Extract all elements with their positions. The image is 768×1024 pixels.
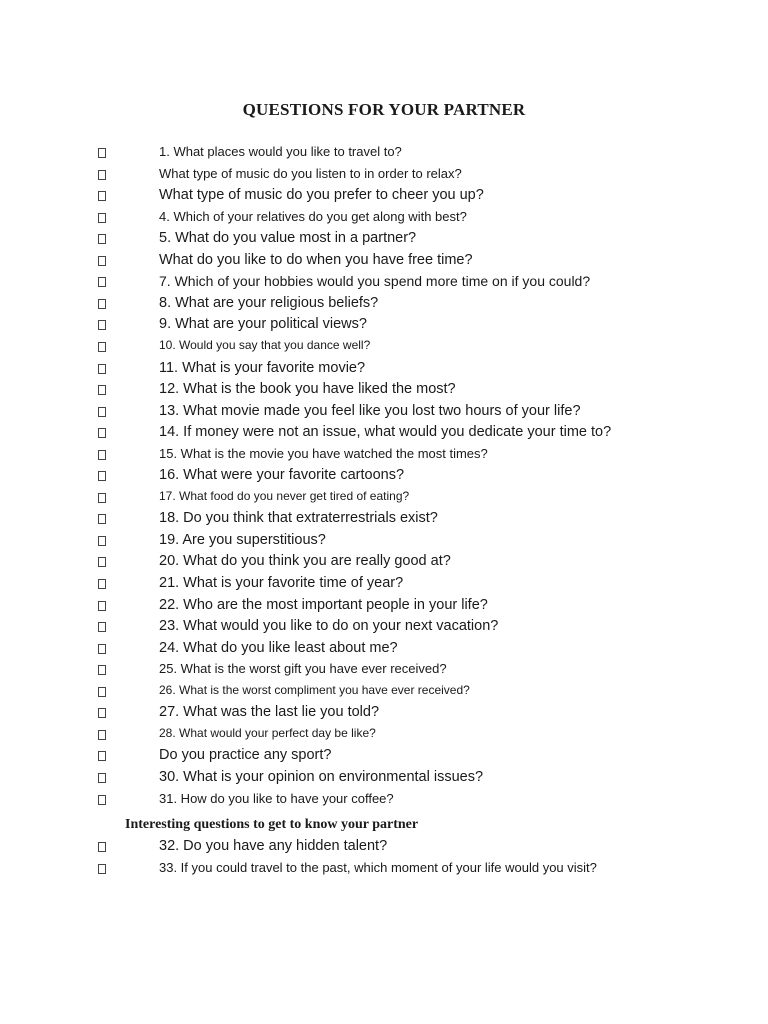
question-text: 5. What do you value most in a partner? bbox=[159, 230, 417, 247]
list-item bbox=[0, 207, 768, 227]
list-item bbox=[0, 336, 768, 356]
list-item bbox=[0, 836, 768, 856]
list-item bbox=[0, 314, 768, 334]
list-item bbox=[0, 142, 768, 162]
list-item bbox=[0, 250, 768, 270]
list-item bbox=[0, 616, 768, 636]
checkbox-icon[interactable] bbox=[98, 601, 106, 611]
checkbox-icon[interactable] bbox=[98, 557, 106, 567]
question-text: 19. Are you superstitious? bbox=[159, 531, 326, 548]
checkbox-icon[interactable] bbox=[98, 751, 106, 761]
checkbox-icon[interactable] bbox=[98, 148, 106, 158]
list-item bbox=[0, 164, 768, 184]
question-text: What type of music do you listen to in order to relax? bbox=[159, 165, 462, 181]
checkbox-icon[interactable] bbox=[98, 536, 106, 546]
checkbox-icon[interactable] bbox=[98, 514, 106, 524]
checkbox-icon[interactable] bbox=[98, 665, 106, 675]
checkbox-icon[interactable] bbox=[98, 407, 106, 417]
checkbox-icon[interactable] bbox=[98, 687, 106, 697]
checkbox-icon[interactable] bbox=[98, 234, 106, 244]
question-text: 28. What would your perfect day be like? bbox=[159, 725, 376, 740]
question-text: 14. If money were not an issue, what would you dedicate your time to? bbox=[159, 424, 612, 441]
list-item bbox=[0, 508, 768, 528]
question-text: 32. Do you have any hidden talent? bbox=[159, 838, 388, 854]
checkbox-icon[interactable] bbox=[98, 644, 106, 654]
question-text: What do you like to do when you have free time? bbox=[159, 251, 473, 268]
question-text: 1. What places would you like to travel to? bbox=[159, 144, 402, 159]
list-item bbox=[0, 530, 768, 550]
question-text: 17. What food do you never get tired of eating? bbox=[159, 488, 410, 503]
list-item bbox=[0, 659, 768, 679]
checkbox-icon[interactable] bbox=[98, 385, 106, 395]
list-item bbox=[0, 745, 768, 765]
question-text: Do you practice any sport? bbox=[159, 747, 332, 764]
section-subheading: Interesting questions to get to know your partner bbox=[125, 817, 419, 832]
checkbox-icon[interactable] bbox=[98, 579, 106, 589]
question-text: 20. What do you think you are really good at? bbox=[159, 553, 451, 570]
checkbox-icon[interactable] bbox=[98, 299, 106, 309]
checkbox-icon[interactable] bbox=[98, 342, 106, 352]
question-text: 24. What do you like least about me? bbox=[159, 639, 398, 656]
list-item bbox=[0, 487, 768, 507]
checkbox-icon[interactable] bbox=[98, 170, 106, 180]
list-item bbox=[0, 379, 768, 399]
page-title: QUESTIONS FOR YOUR PARTNER bbox=[242, 100, 526, 119]
question-text: 15. What is the movie you have watched the most times? bbox=[159, 445, 488, 461]
list-item bbox=[0, 573, 768, 593]
checkbox-icon[interactable] bbox=[98, 191, 106, 201]
checkbox-icon[interactable] bbox=[98, 493, 106, 503]
question-text: 16. What were your favorite cartoons? bbox=[159, 467, 405, 484]
list-item bbox=[0, 767, 768, 787]
question-text: 23. What would you like to do on your next vacation? bbox=[159, 618, 499, 635]
checkbox-icon[interactable] bbox=[98, 622, 106, 632]
checkbox-icon[interactable] bbox=[98, 277, 106, 287]
checkbox-icon[interactable] bbox=[98, 450, 106, 460]
list-item bbox=[0, 293, 768, 313]
list-item bbox=[0, 444, 768, 464]
list-item bbox=[0, 551, 768, 571]
checkbox-icon[interactable] bbox=[98, 864, 106, 874]
list-item bbox=[0, 465, 768, 485]
list-item bbox=[0, 638, 768, 658]
checkbox-icon[interactable] bbox=[98, 471, 106, 481]
checkbox-icon[interactable] bbox=[98, 730, 106, 740]
question-text: 12. What is the book you have liked the most? bbox=[159, 381, 456, 398]
question-text: 9. What are your political views? bbox=[159, 316, 367, 333]
list-item bbox=[0, 789, 768, 809]
checkbox-icon[interactable] bbox=[98, 364, 106, 374]
checkbox-icon[interactable] bbox=[98, 842, 106, 852]
list-item bbox=[0, 422, 768, 442]
question-text: 27. What was the last lie you told? bbox=[159, 704, 380, 721]
question-text: 26. What is the worst compliment you have ever received? bbox=[159, 682, 470, 697]
list-item bbox=[0, 228, 768, 248]
question-text: 4. Which of your relatives do you get along with best? bbox=[159, 208, 467, 224]
question-text: 11. What is your favorite movie? bbox=[159, 359, 366, 376]
checkbox-icon[interactable] bbox=[98, 795, 106, 805]
question-text: 25. What is the worst gift you have ever received? bbox=[159, 661, 447, 677]
question-text: 22. Who are the most important people in your life? bbox=[159, 596, 488, 613]
question-text: 33. If you could travel to the past, which moment of your life would you visit? bbox=[159, 859, 597, 875]
checkbox-icon[interactable] bbox=[98, 773, 106, 783]
question-text: 30. What is your opinion on environmental issues? bbox=[159, 768, 484, 785]
checkbox-icon[interactable] bbox=[98, 213, 106, 223]
checkbox-icon[interactable] bbox=[98, 320, 106, 330]
question-text: 10. Would you say that you dance well? bbox=[159, 337, 371, 352]
list-item bbox=[0, 681, 768, 701]
question-text: 31. How do you like to have your coffee? bbox=[159, 790, 394, 806]
question-text: 7. Which of your hobbies would you spend more time on if you could? bbox=[159, 273, 591, 290]
question-text: What type of music do you prefer to cheer you up? bbox=[159, 187, 484, 204]
list-item bbox=[0, 271, 768, 291]
question-text: 13. What movie made you feel like you lost two hours of your life? bbox=[159, 402, 581, 419]
checkbox-icon[interactable] bbox=[98, 428, 106, 438]
checkbox-icon[interactable] bbox=[98, 708, 106, 718]
question-text: 21. What is your favorite time of year? bbox=[159, 575, 404, 591]
question-text: 8. What are your religious beliefs? bbox=[159, 294, 379, 311]
list-item bbox=[0, 595, 768, 615]
list-item bbox=[0, 858, 768, 878]
checkbox-icon[interactable] bbox=[98, 256, 106, 266]
list-item bbox=[0, 702, 768, 722]
list-item bbox=[0, 724, 768, 744]
list-item bbox=[0, 401, 768, 421]
list-item bbox=[0, 358, 768, 378]
list-item bbox=[0, 185, 768, 205]
question-text: 18. Do you think that extraterrestrials exist? bbox=[159, 510, 438, 527]
